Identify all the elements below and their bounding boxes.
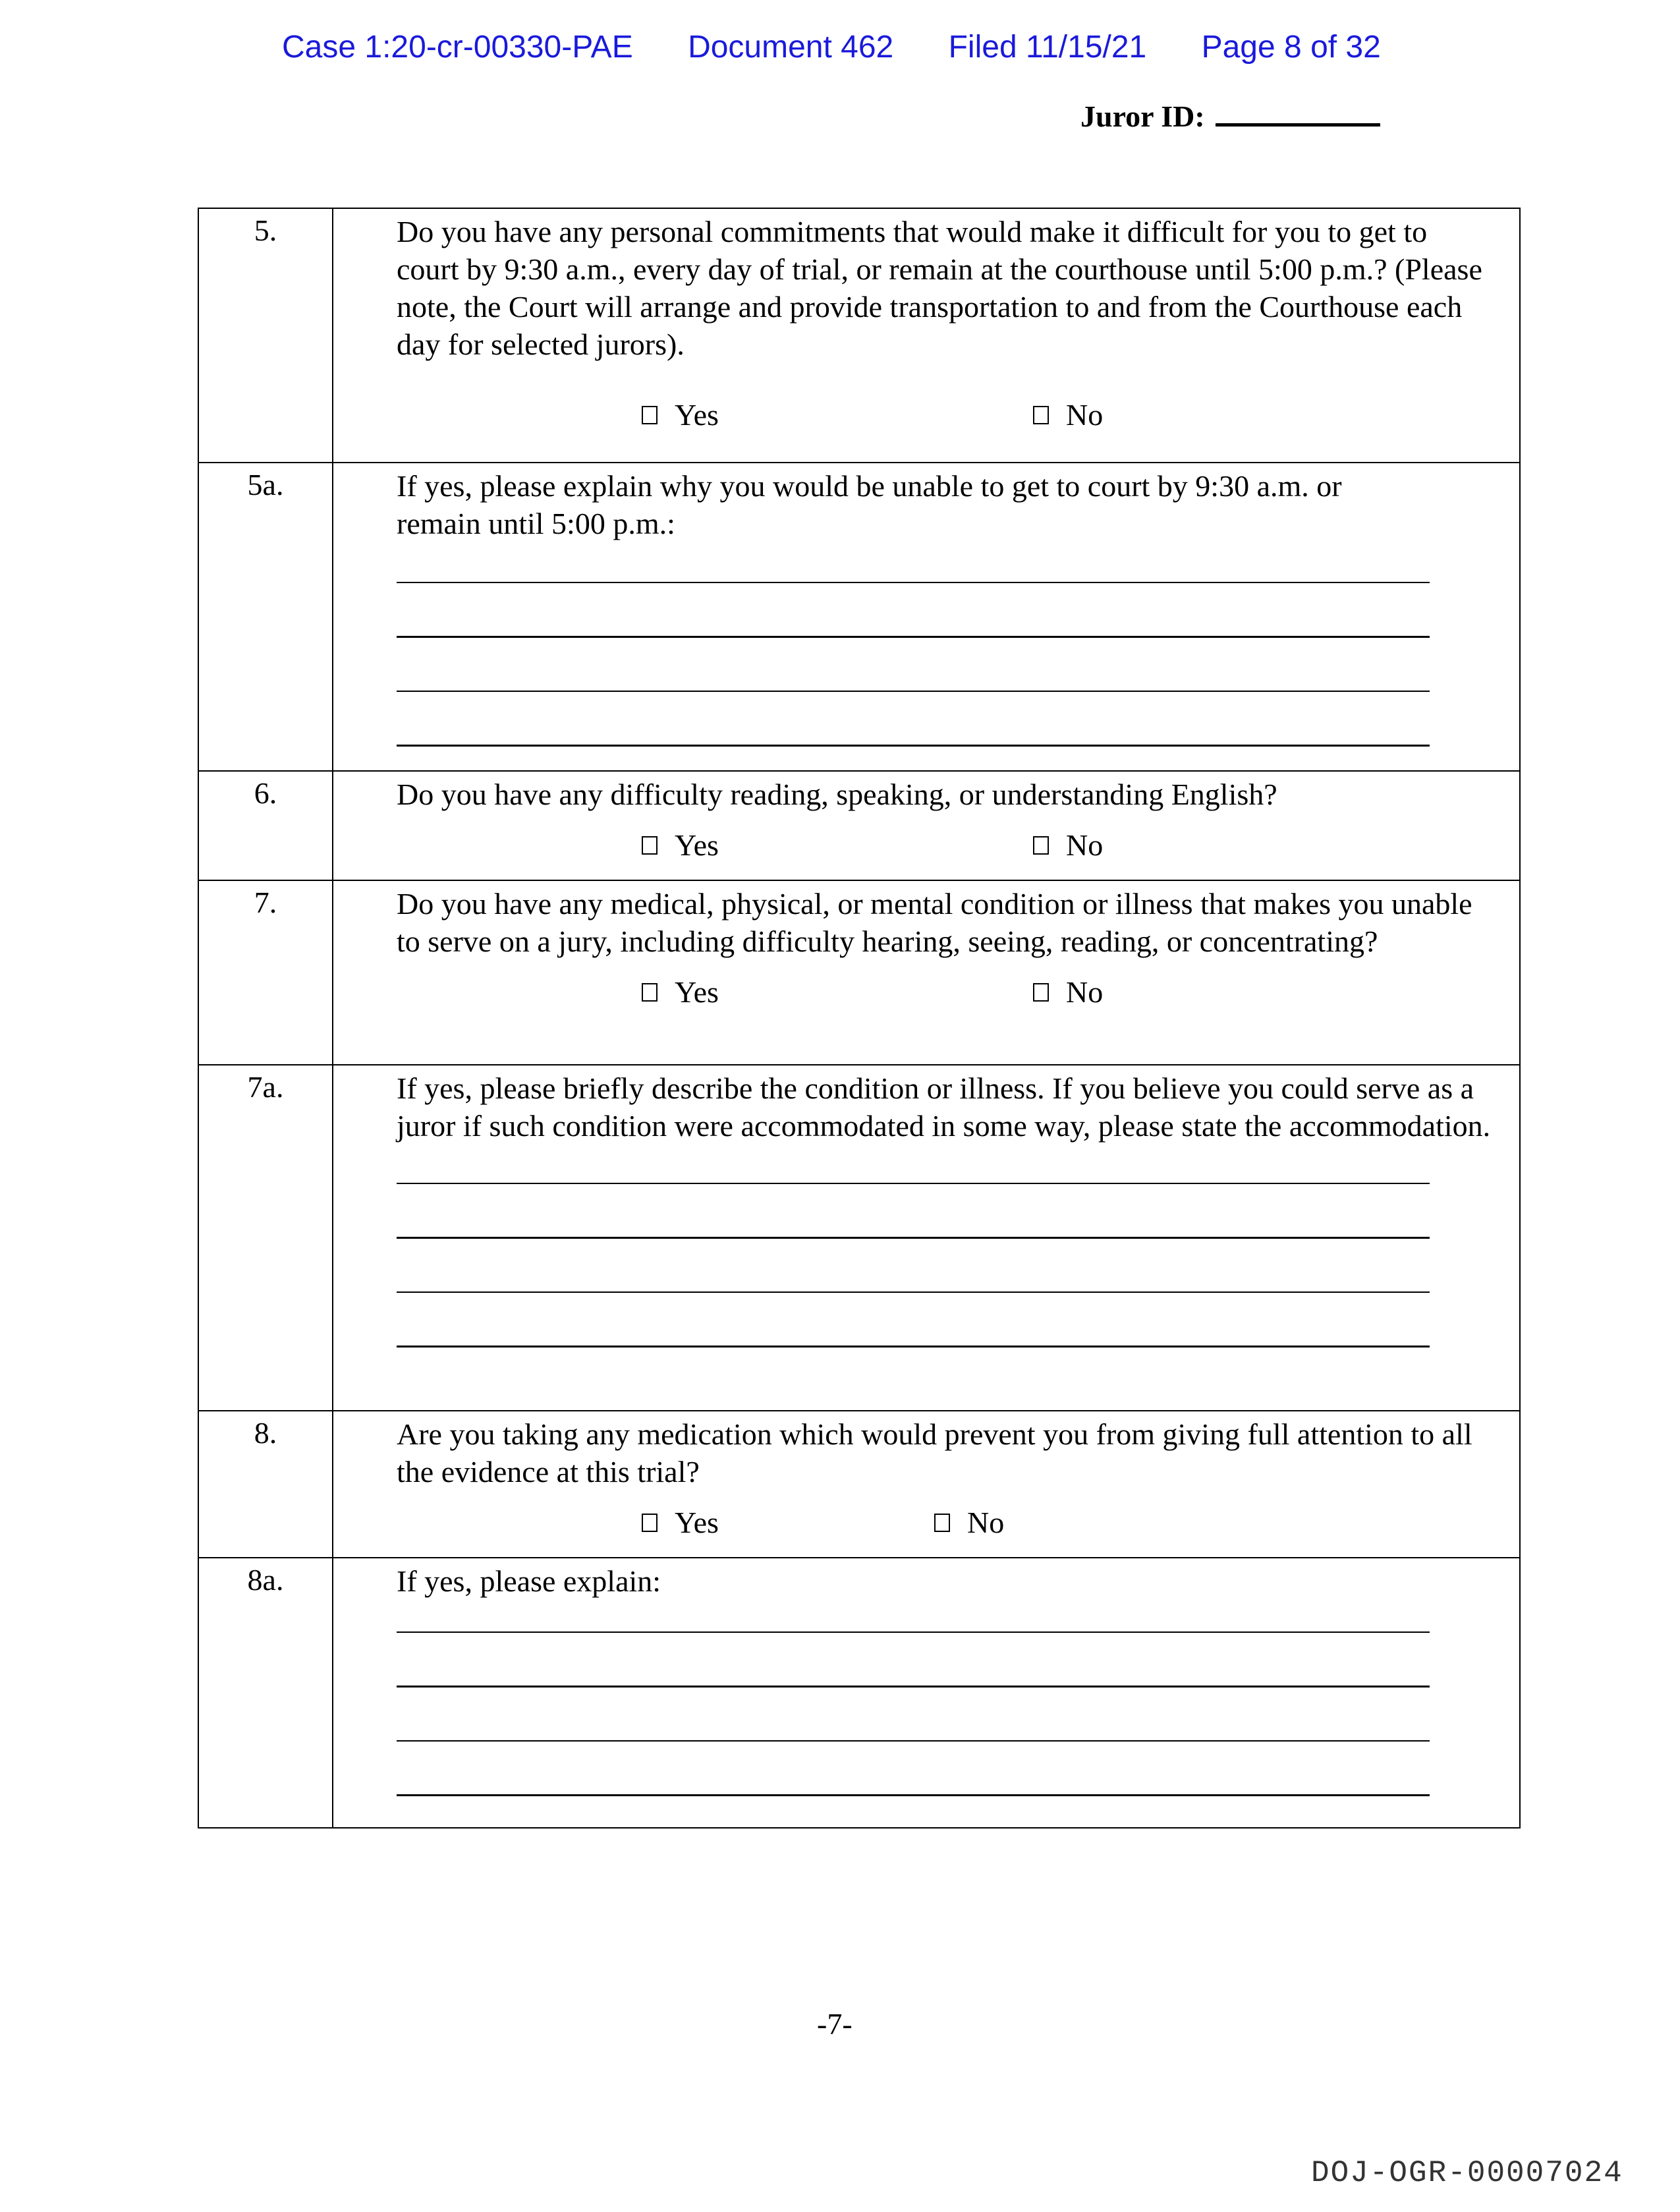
page-count: Page 8 of 32 [1201,30,1381,65]
question-number: 8a. [198,1558,333,1828]
answer-line[interactable] [397,1239,1430,1293]
no-option[interactable] [1033,826,1103,864]
juror-id-field[interactable] [1216,99,1380,127]
bates-number: DOJ-OGR-00007024 [1311,2156,1623,2190]
juror-id [1080,99,1380,134]
answer-options [397,973,1505,1014]
yes-label: Yes [675,398,719,432]
answer-line[interactable] [397,1687,1430,1742]
no-option[interactable] [934,1504,1004,1541]
no-label: No [1066,398,1104,432]
question-number: 6. [198,771,333,880]
question-text: Do you have any personal commitments that would make it difficult for you to get to court by 9:30 a.m., every day of trial, or remain at the courthouse until 5:00 p.m.? (Please note, the Court will arrange and provide transportation to and from the Courthouse each day for selected jurors). [397,215,1482,361]
question-cell [333,1411,1520,1558]
no-option[interactable] [1033,396,1103,434]
answer-line[interactable] [397,583,1430,638]
yes-option[interactable] [642,973,719,1011]
questionnaire-table [198,208,1521,1829]
no-label: No [1066,828,1104,862]
answer-line[interactable] [397,1145,1430,1184]
question-number: 5. [198,208,333,463]
question-cell [333,463,1520,771]
answer-line[interactable] [397,638,1430,692]
checkbox-icon[interactable] [1033,406,1049,424]
case-number: Case 1:20-cr-00330-PAE [282,30,633,65]
question-text: If yes, please explain why you would be unable to get to court by 9:30 a.m. or remain until 5:00 p.m.: [397,469,1342,540]
answer-line[interactable] [397,1184,1430,1239]
question-text: Do you have any medical, physical, or mental condition or illness that makes you unable to serve on a jury, including difficulty hearing, seeing, reading, or concentrating? [397,887,1472,958]
answer-line[interactable] [397,1633,1430,1687]
yes-label: Yes [675,975,719,1009]
filed-date: Filed 11/15/21 [948,30,1147,65]
checkbox-icon[interactable] [934,1514,950,1532]
yes-option[interactable] [642,1504,719,1541]
question-row [198,880,1520,1065]
question-text: If yes, please briefly describe the condition or illness. If you believe you could serve as a juror if such condition were accommodated in some way, please state the accommodation. [397,1071,1491,1143]
answer-line[interactable] [397,542,1430,583]
question-number: 7a. [198,1065,333,1411]
no-label: No [967,1506,1005,1539]
question-cell [333,880,1520,1065]
no-option[interactable] [1033,973,1103,1011]
checkbox-icon[interactable] [642,983,658,1002]
question-cell [333,1558,1520,1828]
yes-option[interactable] [642,396,719,434]
answer-line[interactable] [397,1293,1430,1347]
checkbox-icon[interactable] [642,406,658,424]
question-text: Are you taking any medication which would prevent you from giving full attention to all the evidence at this trial? [397,1417,1472,1489]
answer-options [397,1504,1505,1545]
answer-line[interactable] [397,1600,1430,1633]
checkbox-icon[interactable] [1033,836,1049,855]
question-number: 5a. [198,463,333,771]
answer-options [397,826,1505,867]
question-row [198,1411,1520,1558]
answer-options [397,396,1505,437]
document-number: Document 462 [688,30,894,65]
checkbox-icon[interactable] [1033,983,1049,1002]
question-text: Do you have any difficulty reading, speaking, or understanding English? [397,778,1277,811]
question-number: 7. [198,880,333,1065]
question-row [198,1558,1520,1828]
question-number: 8. [198,1411,333,1558]
checkbox-icon[interactable] [642,836,658,855]
no-label: No [1066,975,1104,1009]
question-cell [333,771,1520,880]
question-cell [333,208,1520,463]
answer-line[interactable] [397,692,1430,747]
ecf-header [282,29,1381,65]
question-row [198,1065,1520,1411]
yes-label: Yes [675,1506,719,1539]
question-text: If yes, please explain: [397,1564,661,1598]
question-row [198,463,1520,771]
yes-option[interactable] [642,826,719,864]
answer-line[interactable] [397,1742,1430,1796]
question-row [198,208,1520,463]
juror-id-label: Juror ID: [1080,99,1205,133]
yes-label: Yes [675,828,719,862]
checkbox-icon[interactable] [642,1514,658,1532]
question-row [198,771,1520,880]
question-cell [333,1065,1520,1411]
page-number: -7- [817,2007,853,2041]
